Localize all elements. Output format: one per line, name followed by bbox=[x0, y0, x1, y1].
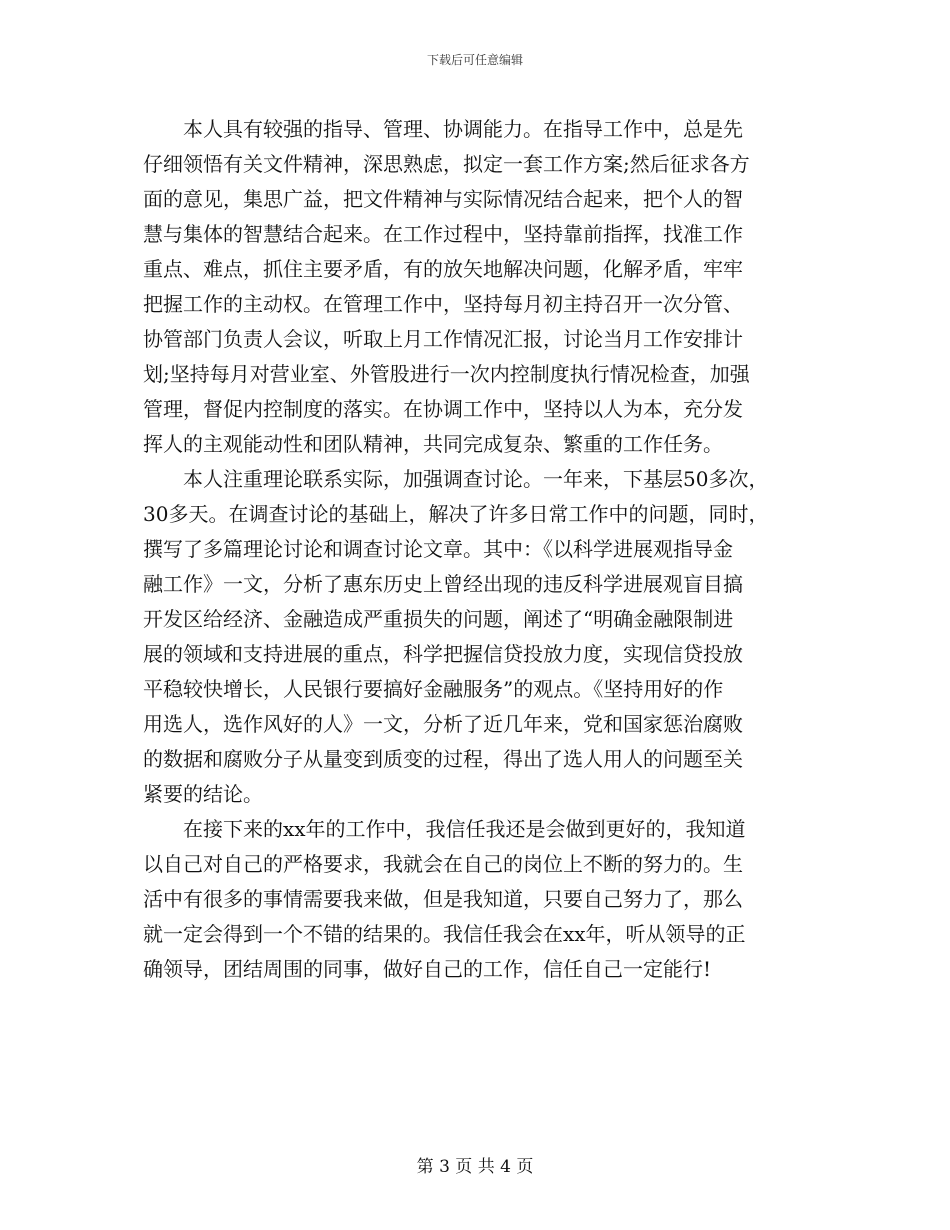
text-line: 面的意见，集思广益，把文件精神与实际情况结合起来，把个人的智 bbox=[143, 187, 743, 211]
document-body bbox=[143, 112, 811, 987]
page-header: 下载后可任意编辑 bbox=[426, 53, 523, 67]
text-line: 协管部门负责人会议，听取上月工作情况汇报，讨论当月工作安排计 bbox=[143, 327, 743, 351]
text-line: 以自己对自己的严格要求，我就会在自己的岗位上不断的努力的。生 bbox=[143, 852, 743, 876]
text-line: 挥人的主观能动性和团队精神，共同完成复杂、繁重的工作任务。 bbox=[143, 432, 723, 456]
text-line: 管理，督促内控制度的落实。在协调工作中，坚持以人为本，充分发 bbox=[143, 397, 743, 421]
text-line: 本人注重理论联系实际，加强调查讨论。一年来，下基层50多次， bbox=[143, 467, 769, 491]
text-line: 把握工作的主动权。在管理工作中，坚持每月初主持召开一次分管、 bbox=[143, 292, 743, 316]
text-line: 展的领域和支持进展的重点，科学把握信贷投放力度，实现信贷投放 bbox=[143, 642, 743, 666]
text-line: 融工作》一文，分析了惠东历史上曾经出现的违反科学进展观盲目搞 bbox=[143, 572, 743, 596]
text-line: 划;坚持每月对营业室、外管股进行一次内控制度执行情况检查，加强 bbox=[143, 362, 750, 386]
text-line: 重点、难点，抓住主要矛盾，有的放矢地解决问题，化解矛盾，牢牢 bbox=[143, 257, 743, 281]
page-number-footer: 第 3 页 共 4 页 bbox=[416, 1157, 534, 1177]
text-line: 就一定会得到一个不错的结果的。我信任我会在xx年，听从领导的正 bbox=[143, 922, 746, 946]
text-line: 本人具有较强的指导、管理、协调能力。在指导工作中，总是先 bbox=[143, 117, 743, 141]
text-line: 撰写了多篇理论讨论和调查讨论文章。其中：《以科学进展观指导金 bbox=[143, 537, 733, 561]
text-line: 紧要的结论。 bbox=[143, 782, 263, 806]
text-line: 平稳较快增长，人民银行要搞好金融服务”的观点。《坚持用好的作 bbox=[143, 677, 724, 701]
text-line: 开发区给经济、金融造成严重损失的问题，阐述了“明确金融限制进 bbox=[143, 607, 734, 631]
text-line: 仔细领悟有关文件精神，深思熟虑，拟定一套工作方案;然后征求各方 bbox=[143, 152, 750, 176]
text-line: 慧与集体的智慧结合起来。在工作过程中，坚持靠前指挥，找准工作 bbox=[143, 222, 743, 246]
text-line: 活中有很多的事情需要我来做，但是我知道，只要自己努力了，那么 bbox=[143, 887, 743, 911]
text-line: 的数据和腐败分子从量变到质变的过程，得出了选人用人的问题至关 bbox=[143, 747, 743, 771]
text-line: 30多天。在调查讨论的基础上，解决了许多日常工作中的问题，同时， bbox=[143, 502, 769, 526]
text-line: 确领导，团结周围的同事，做好自己的工作，信任自己一定能行! bbox=[143, 957, 712, 981]
text-line: 用选人，选作风好的人》一文，分析了近几年来，党和国家惩治腐败 bbox=[143, 712, 743, 736]
text-line: 在接下来的xx年的工作中，我信任我还是会做到更好的，我知道 bbox=[143, 817, 746, 841]
